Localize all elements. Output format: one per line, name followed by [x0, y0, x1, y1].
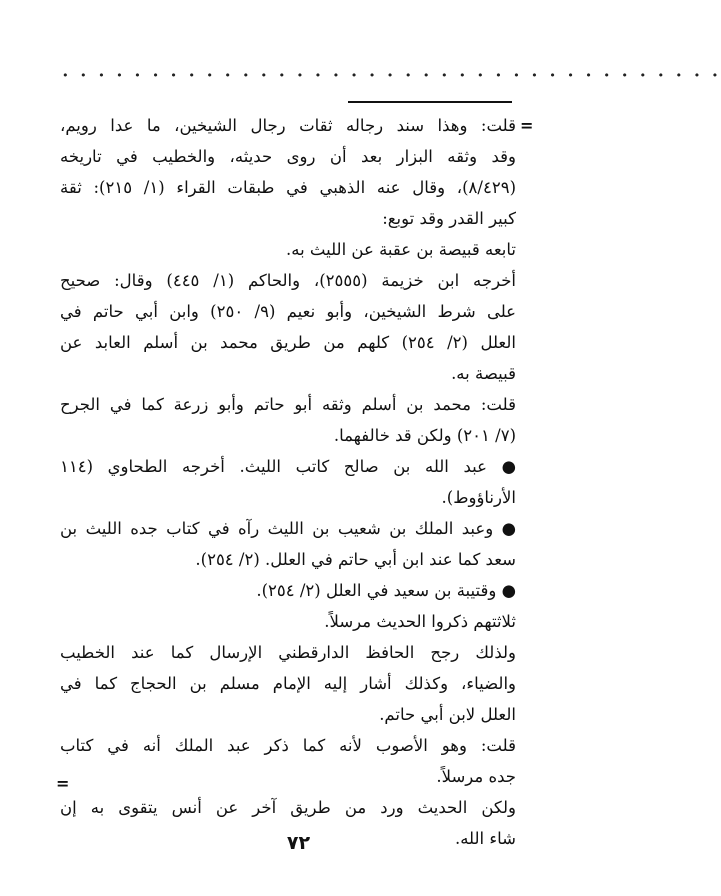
continuation-mark-top: = — [520, 116, 534, 135]
footnote-separator-rule — [348, 101, 512, 103]
text-line: قبيصة به. — [451, 364, 516, 383]
text-line: كبير القدر وقد توبع: — [382, 209, 516, 228]
text-line: ولذلك رجح الحافظ الدارقطني الإرسال كما عند الخطيب — [60, 643, 516, 662]
text-line: ● وقتيبة بن سعيد في العلل (٢/ ٢٥٤). — [256, 581, 516, 600]
text-line: سعد كما عند ابن أبي حاتم في العلل. (٢/ ٢٥٤). — [195, 550, 516, 569]
text-line: (٧/ ٢٠١) ولكن قد خالفهما. — [333, 426, 516, 445]
text-line: العلل (٢/ ٢٥٤) كلهم من طريق محمد بن أسلم العابد عن — [60, 333, 516, 352]
text-line: العلل لابن أبي حاتم. — [379, 705, 516, 724]
footnote-text — [60, 110, 516, 854]
text-line: تابعه قبيصة بن عقبة عن الليث به. — [285, 240, 516, 259]
text-line: على شرط الشيخين، وأبو نعيم (٩/ ٢٥٠) وابن أبي حاتم في — [60, 302, 517, 321]
text-line: الأرناؤوط). — [441, 488, 516, 507]
text-line: قلت: محمد بن أسلم وثقه أبو حاتم وأبو زرعة كما في الجرح — [60, 395, 516, 414]
text-line: ● عبد الله بن صالح كاتب الليث. أخرجه الطحاوي (١١٤ — [60, 457, 516, 476]
text-line: (٨/٤٢٩)، وقال عنه الذهبي في طبقات القراء (١/ ٢١٥): ثقة — [60, 178, 516, 197]
continuation-mark-bottom: = — [56, 774, 70, 793]
text-line: قلت: وهو الأصوب لأنه كما ذكر عبد الملك أنه في كتاب — [60, 736, 516, 755]
text-line: جده مرسلاً. — [436, 767, 516, 786]
text-line: ثلاثتهم ذكروا الحديث مرسلاً. — [324, 612, 516, 631]
text-line: شاء الله. — [454, 829, 516, 848]
text-line: ● وعبد الملك بن شعيب بن الليث رآه في كتاب جده الليث بن — [60, 519, 516, 538]
text-line: وقد وثقه البزار بعد أن روى حديثه، والخطيب في تاريخه — [60, 147, 516, 166]
text-line: والضياء، وكذلك أشار إليه الإمام مسلم بن الحجاج كما في — [60, 674, 516, 693]
header-dotted-line: • • • • • • • • • • • • • • • • • • • • • • • • • • • • • • • • • • • • • — [62, 69, 721, 82]
text-line: قلت: وهذا سند رجاله ثقات رجال الشيخين، ما عدا رويم، — [60, 116, 516, 135]
text-line: أخرجه ابن خزيمة (٢٥٥٥)، والحاكم (١/ ٤٤٥) وقال: صحيح — [60, 271, 516, 290]
text-line: ولكن الحديث ورد من طريق آخر عن أنس يتقوى به إن — [60, 798, 516, 817]
page-number: ٧٢ — [286, 832, 311, 854]
